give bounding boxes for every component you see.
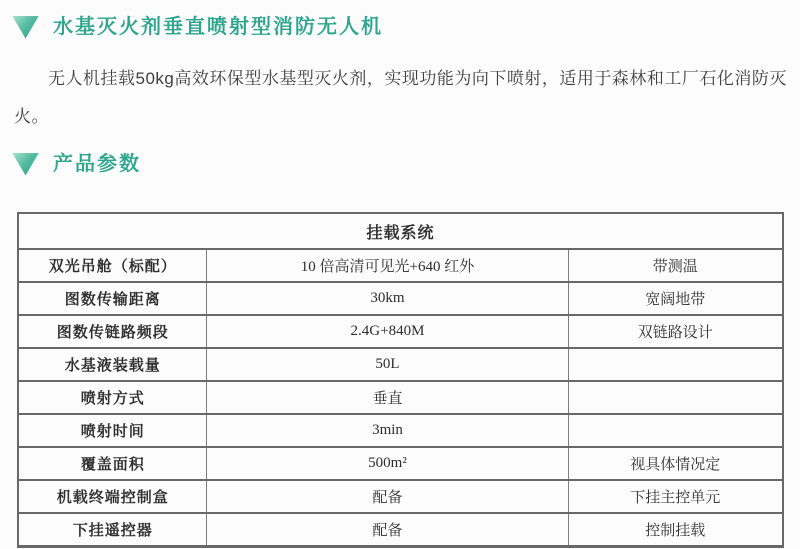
param-note-cell bbox=[568, 348, 783, 381]
param-note-cell bbox=[568, 381, 783, 414]
table-row bbox=[18, 249, 783, 282]
param-note-cell: 控制挂载 bbox=[568, 513, 783, 546]
table-row bbox=[18, 414, 783, 447]
triangle-bullet-icon bbox=[12, 16, 39, 39]
param-note-cell: 双链路设计 bbox=[568, 315, 783, 348]
param-note-cell: 带测温 bbox=[568, 249, 783, 282]
params-title: 产品参数 bbox=[53, 153, 141, 175]
param-value-cell: 50L bbox=[207, 348, 568, 381]
table-row bbox=[18, 348, 783, 381]
triangle-bullet-icon bbox=[12, 153, 39, 176]
table-row bbox=[18, 513, 783, 546]
param-name-cell: 喷射时间 bbox=[18, 414, 207, 447]
param-note-cell: 下挂主控单元 bbox=[568, 480, 783, 513]
param-name-cell: 喷射方式 bbox=[18, 381, 207, 414]
param-note-cell: 宽阔地带 bbox=[568, 282, 783, 315]
param-name-cell: 下挂遥控器 bbox=[18, 513, 207, 546]
param-name-cell: 双光吊舱（标配） bbox=[18, 249, 207, 282]
param-value-cell: 垂直 bbox=[207, 381, 568, 414]
table-row bbox=[18, 447, 783, 480]
params-section-heading bbox=[12, 152, 800, 176]
param-value-cell: 30km bbox=[207, 282, 568, 315]
table-row bbox=[18, 315, 783, 348]
product-section-heading bbox=[12, 0, 800, 39]
table-row bbox=[18, 480, 783, 513]
param-value-cell: 10 倍高清可见光+640 红外 bbox=[207, 249, 568, 282]
params-table bbox=[17, 212, 784, 548]
table-header-row bbox=[18, 213, 783, 249]
param-name-cell: 覆盖面积 bbox=[18, 447, 207, 480]
param-value-cell: 配备 bbox=[207, 513, 568, 546]
table-title: 挂载系统 bbox=[18, 213, 783, 249]
table-row bbox=[18, 381, 783, 414]
param-name-cell: 机载终端控制盒 bbox=[18, 480, 207, 513]
param-note-cell bbox=[568, 414, 783, 447]
param-note-cell: 视具体情况定 bbox=[568, 447, 783, 480]
table-row bbox=[18, 282, 783, 315]
param-value-cell: 3min bbox=[207, 414, 568, 447]
param-value-cell: 配备 bbox=[207, 480, 568, 513]
param-name-cell: 图数传链路频段 bbox=[18, 315, 207, 348]
product-description: 无人机挂载50kg高效环保型水基型灭火剂，实现功能为向下喷射，适用于森林和工厂石化消防灭火。 bbox=[14, 69, 787, 126]
param-value-cell: 500m² bbox=[207, 447, 568, 480]
param-name-cell: 水基液装载量 bbox=[18, 348, 207, 381]
param-value-cell: 2.4G+840M bbox=[207, 315, 568, 348]
param-name-cell: 图数传输距离 bbox=[18, 282, 207, 315]
product-title: 水基灭火剂垂直喷射型消防无人机 bbox=[53, 16, 383, 38]
